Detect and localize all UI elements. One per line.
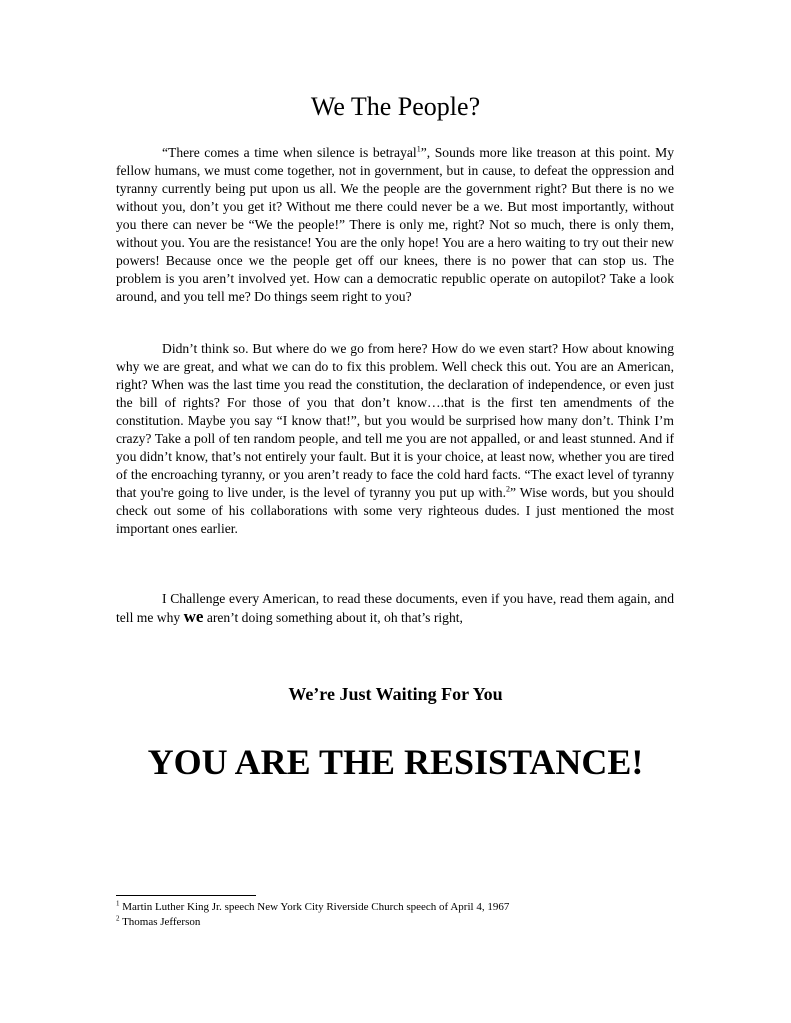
footnote-1-text: Martin Luther King Jr. speech New York City Riverside Church speech of April 4, 1967 xyxy=(122,901,510,913)
footnote-divider xyxy=(116,895,256,896)
paragraph-2 xyxy=(116,340,674,538)
paragraph-3-emphasis: we xyxy=(183,607,204,626)
paragraph-3-before: I Challenge every American, to read these documents, even if you have, read them again, and tell me why xyxy=(116,591,674,625)
paragraph-1 xyxy=(116,144,674,306)
page-title: We The People? xyxy=(310,92,481,121)
waiting-heading: We’re Just Waiting For You xyxy=(288,684,503,704)
paragraph-2-rest: ” Wise words, but you should check out some of his collaborations with some very righteous dudes. I just mentioned the most important ones earlier. xyxy=(116,485,674,536)
resistance-heading: YOU ARE THE RESISTANCE! xyxy=(147,742,644,782)
footnotes xyxy=(116,900,676,930)
footnote-1-number: 1 xyxy=(116,899,120,908)
footnote-2-text: Thomas Jefferson xyxy=(122,916,201,928)
paragraph-1-rest: ”, Sounds more like treason at this point. My fellow humans, we must come together, not in government, but in cause, to defeat the oppression and tyranny currently being put upon us all. We the people are the government right? But there is no we without you, don’t you get it? Without me there could never be a we. But most importantly, without you there can never be “We the people!” There is only me, right? Not so much, there is only them, without you. You are the resistance! You are the only hope! You are a hero waiting to try out their new powers! Because once we the people get off our knees, there is no power that can stop us. The problem is you aren’t involved yet. How can a democratic republic operate on autopilot? Take a look around, and you tell me? Do things seem right to you? xyxy=(116,145,675,304)
paragraph-3 xyxy=(116,590,674,627)
footnote-1 xyxy=(116,900,676,915)
footnote-ref-1: 1 xyxy=(416,144,421,154)
paragraph-2-text: Didn’t think so. But where do we go from here? How do we even start? How about knowing why we are great, and what we can do to fix this problem. Well check this out. You are an American, right? When was the last time you read the constitution, the declaration of independence, or even just the bill of rights? For those of you that don’t know….that is the first ten amendments of the constitution. Maybe you say “I know that!”, but you would be surprised how many don’t. Think I’m crazy? Take a poll of ten random people, and tell me you are not appalled, or and least stunned. And if you didn’t know, that’s not entirely your fault. But it is your choice, at least now, whether you are tired of the encroaching tyranny, or you aren’t ready to face the cold hard facts. “The exact level of tyranny that you're going to live under, is the level of tyranny you put up with. xyxy=(116,341,674,500)
footnote-ref-2: 2 xyxy=(505,484,510,494)
paragraph-1-opening: “There comes a time when silence is betrayal xyxy=(162,145,417,160)
footnote-2 xyxy=(116,915,676,930)
paragraph-3-after: aren’t doing something about it, oh that’s right, xyxy=(206,610,463,625)
footnote-2-number: 2 xyxy=(116,914,120,923)
